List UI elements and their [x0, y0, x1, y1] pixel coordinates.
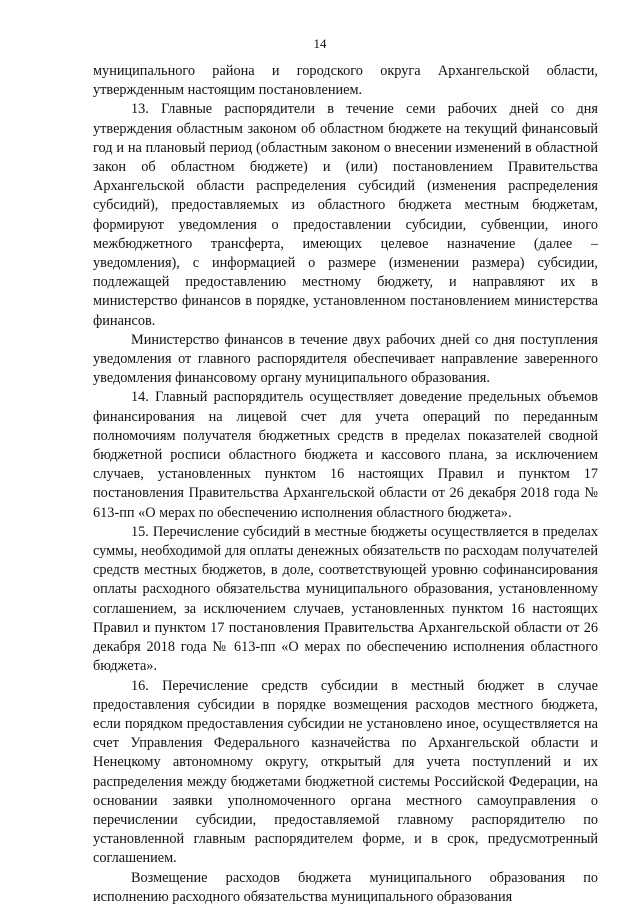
paragraph-16-reimbursement: Возмещение расходов бюджета муниципального образования по исполнению расходного обязательства муниципального образования [93, 869, 598, 905]
paragraph-16: 16. Перечисление средств субсидии в местный бюджет в случае предоставления субсидии в порядке возмещения расходов местного бюджета, если порядком предоставления субсидии не установлено иное, осуществляется на счет Управления Федерального казначейства по Архангельской области и Ненецкому автономному округу, открытый для учета поступлений и их распределения между бюджетами бюджетной системы Российской Федерации, на основании заявки уполномоченного органа местного самоуправления о перечислении субсидии, предоставляемой главному распорядителю по установленной главным распорядителем форме, и в срок, предусмотренный соглашением. [93, 677, 598, 867]
paragraph-13: 13. Главные распорядители в течение семи рабочих дней со дня утверждения областным законом об областном бюджете на текущий финансовый год и на плановый период (областным законом о внесении изменений в областной закон об областном бюджете) и (или) постановлением Правительства Архангельской области распределения субсидий (изменения распределения субсидий), предоставляемых из областного бюджета местным бюджетам, формируют уведомления о предоставлении субсидии, субвенции, иного межбюджетного трансферта, имеющих целевое назначение (далее – уведомления), с информацией о размере (изменении размера) субсидии, подлежащей предоставлению местному бюджету, и направляют их в министерство финансов в порядке, установленном постановлением министерства финансов. [93, 101, 598, 329]
paragraph-15: 15. Перечисление субсидий в местные бюджеты осуществляется в пределах суммы, необходимой для оплаты денежных обязательств по расходам получателей средств местных бюджетов, в доле, соответствующей уровню софинансирования оплаты расходного обязательства муниципального образования, установленному соглашением, за исключением случаев, установленных пунктом 16 настоящих Правил и пунктом 17 постановления Правительства Архангельской области от 26 декабря 2018 года № 613-пп «О мерах по обеспечению исполнения областного бюджета». [93, 523, 598, 675]
page-number: 14 [313, 36, 327, 51]
paragraph-14: 14. Главный распорядитель осуществляет доведение предельных объемов финансирования на лицевой счет для учета операций по переданным полномочиям получателя бюджетных средств в пределах показателей сводной бюджетной росписи областного бюджета и кассового плана, за исключением случаев, установленных пунктом 16 настоящих Правил и пунктом 17 постановления Правительства Архангельской области от 26 декабря 2018 года № 613-пп «О мерах по обеспечению исполнения областного бюджета». [93, 389, 598, 521]
document-body [93, 62, 598, 907]
paragraph-continuation: муниципального района и городского округа Архангельской области, утвержденным настоящим постановлением. [93, 63, 598, 99]
paragraph-13-ministry: Министерство финансов в течение двух рабочих дней со дня поступления уведомления от главного распорядителя обеспечивает направление заверенного уведомления финансовому органу муниципального образования. [93, 331, 598, 387]
